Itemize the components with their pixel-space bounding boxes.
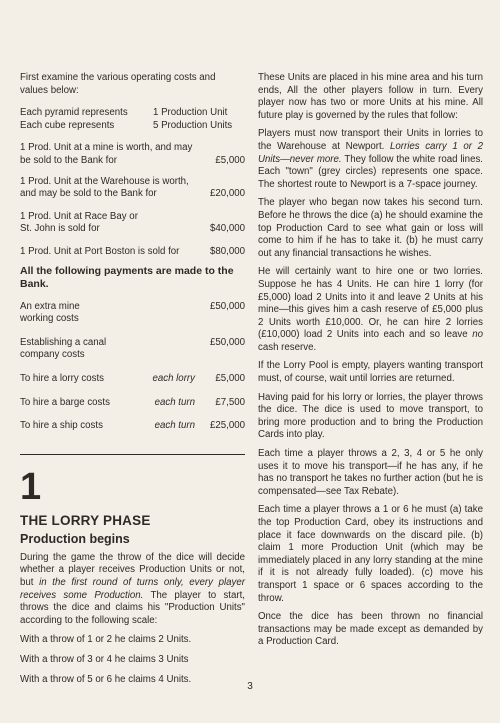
cost-label: An extra mine working costs — [20, 300, 80, 325]
cost-row — [20, 337, 245, 362]
cube-value: 5 Production Units — [153, 119, 233, 131]
right-column — [258, 72, 483, 649]
page-number: 3 — [247, 681, 253, 692]
mine-value: £5,000 — [215, 154, 245, 166]
cost-list — [20, 301, 245, 433]
cost-row — [20, 301, 245, 326]
production-paragraph: During the game the throw of the dice will decide whether a player receives Production Units or not, but in the first round of turns only, every player receives some Production. The player to start, throws the dice and claims his "Production Units" according to the following scale: — [20, 551, 245, 626]
paragraph-hire-lorries: He will certainly want to hire one or two lorries. Suppose he has 4 Units. He can hire 1 lorry (for £5,000) load 2 Units into it and leave 2 Units at his mine—this gives him a cash reserve of £5,000 plus 2 Units worth £10,000. Or, he can hire 2 lorries (£10,000) load 2 Units into each and so leave no cash reserve. — [258, 266, 483, 353]
portboston-value: $80,000 — [209, 245, 245, 257]
paragraph-units-placed: These Units are placed in his mine area and his turn ends, All the other players follow in turn. Every player now has two or more Units at his mine. All future play is governed by the rules that follow: — [258, 72, 483, 121]
section-divider — [20, 454, 245, 455]
subsection-title: Production begins — [20, 532, 130, 547]
cost-amount: £5,000 — [215, 372, 245, 384]
cost-row — [20, 373, 245, 386]
mine-value-row — [20, 142, 245, 167]
racebay-value: $40,000 — [209, 223, 245, 235]
warehouse-value-row — [20, 176, 245, 201]
paragraph-production-card: Each time a player throws a 1 or 6 he must (a) take the top Production Card, obey its instructions and place it face downwards on the discard pile. (b) claim 1 more Production Unit (which may be immediately placed in any lorry standing at the mine if it is not already fully loaded). (c) move his transport 1 space or 6 spaces according to the throw. — [258, 504, 483, 604]
cost-label: To hire a barge costs — [20, 396, 110, 408]
racebay-text: 1 Prod. Unit at Race Bay or St. John is sold for — [20, 210, 138, 235]
paragraph-move-transport: Each time a player throws a 2, 3, 4 or 5 he only uses it to move his transport—if he has any, if he has no transport he takes no further action (but he is compensated—see Tax Rebate). — [258, 448, 483, 497]
pyramid-row — [20, 107, 245, 120]
mine-text: 1 Prod. Unit at a mine is worth, and may be sold to the Bank for — [20, 142, 193, 166]
throw-scale — [20, 634, 245, 686]
cost-label: To hire a ship costs — [20, 420, 103, 432]
left-column — [20, 72, 245, 686]
paragraph-lorry-pool: If the Lorry Pool is empty, players wanting transport must, of course, wait until lorries are returned. — [258, 360, 483, 385]
cost-unit: each lorry — [152, 372, 195, 384]
cube-label: Each cube represents — [20, 119, 115, 131]
racebay-value-row — [20, 211, 245, 236]
section-number: 1 — [20, 465, 42, 508]
cost-amount: £50,000 — [209, 336, 245, 348]
pyramid-label: Each pyramid represents — [20, 107, 128, 119]
warehouse-value: £20,000 — [209, 188, 245, 200]
throw-line: With a throw of 3 or 4 he claims 3 Units — [20, 654, 189, 666]
portboston-value-row — [20, 246, 245, 259]
portboston-text: 1 Prod. Unit at Port Boston is sold for — [20, 245, 180, 257]
warehouse-text: 1 Prod. Unit at the Warehouse is worth, and may be sold to the Bank for — [20, 175, 189, 200]
cost-amount: £50,000 — [209, 300, 245, 312]
paragraph-transport: Players must now transport their Units in lorries to the Warehouse at Newport. Lorries carry 1 or 2 Units—never more. They follow the white road lines. Each "town" (grey circles) represents one space. The shortest route to Newport is a 7-space journey. — [258, 128, 483, 190]
cost-amount: £25,000 — [209, 420, 245, 432]
intro-text: First examine the various operating costs and values below: — [20, 72, 216, 96]
cost-label: To hire a lorry costs — [20, 372, 104, 384]
cost-unit: each turn — [154, 420, 195, 432]
cost-label: Establishing a canal company costs — [20, 336, 107, 361]
cost-row — [20, 420, 245, 433]
unit-values — [20, 107, 245, 132]
throw-line: With a throw of 1 or 2 he claims 2 Units. — [20, 634, 192, 646]
paragraph-throw-dice: Having paid for his lorry or lorries, the player throws the dice. The dice is used to move transport, to bring more production and to bring the Production Cards into play. — [258, 391, 483, 441]
throw-line: With a throw of 5 or 6 he claims 4 Units. — [20, 673, 192, 685]
cost-amount: £7,500 — [215, 396, 245, 408]
cost-unit: each turn — [154, 396, 195, 408]
paragraph-second-turn: The player who began now takes his second turn. Before he throws the dice (a) he should examine the top Production Card to see what gain or loss will come to him if he has to take it. (b) he must carry out any financial transactions he wishes. — [258, 197, 483, 259]
payments-heading: All the following payments are made to the Bank. — [20, 264, 234, 290]
cube-row — [20, 120, 245, 133]
section-title: THE LORRY PHASE — [20, 512, 151, 528]
pyramid-value: 1 Production Unit — [153, 107, 228, 119]
cost-row — [20, 397, 245, 410]
paragraph-no-transactions: Once the dice has been thrown no financial transactions may be made except as demanded by a Production Card. — [258, 611, 483, 648]
